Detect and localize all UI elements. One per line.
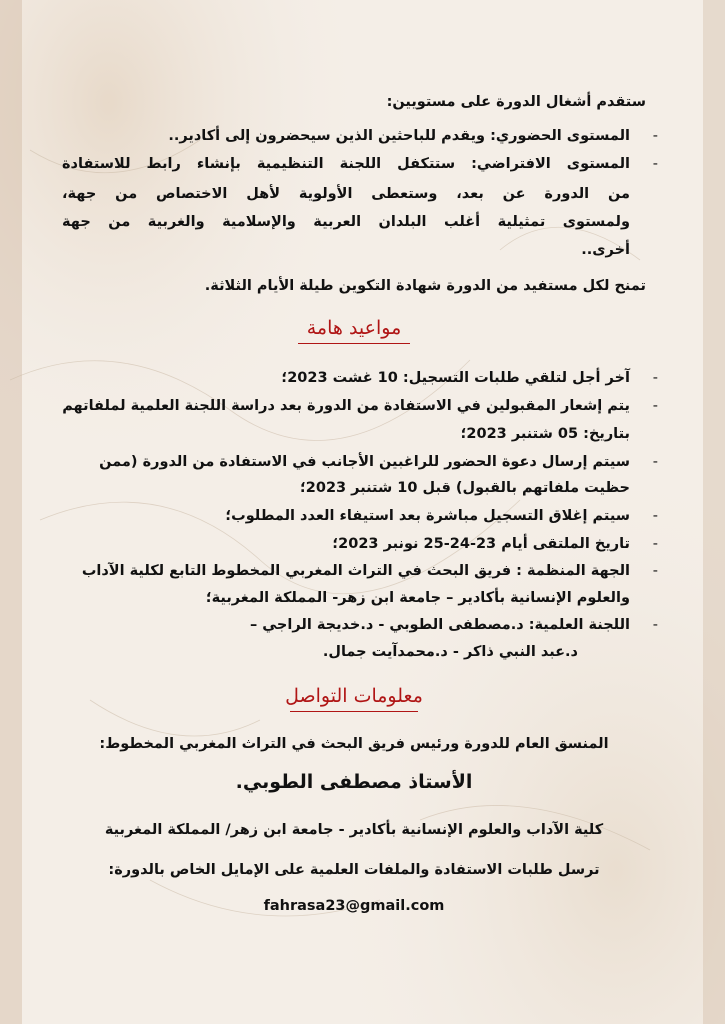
- list-item-text: تاريخ الملتقى أيام 23-24-25 نونبر 2023؛: [332, 536, 630, 552]
- bullet-dash: -: [652, 156, 658, 172]
- contact-info-heading: معلومات التواصل: [285, 685, 423, 707]
- document-page: [62, 0, 658, 1024]
- bullet-dash: -: [652, 617, 658, 633]
- affiliation-line: كلية الآداب والعلوم الإنسانية بأكادير - جامعة ابن زهر/ المملكة المغربية: [104, 822, 604, 838]
- list-item-text: المستوى الافتراضي: ستتكفل اللجنة التنظيمية بإنشاء رابط للاستفادة: [62, 156, 630, 172]
- important-dates-heading: مواعيد هامة: [306, 317, 402, 339]
- list-item-text-continued: والعلوم الإنسانية بأكادير – جامعة ابن زهر- المملكة المغربية؛: [205, 590, 630, 606]
- list-item-text: آخر أجل لتلقي طلبات التسجيل: 10 غشت 2023؛: [281, 370, 630, 386]
- submission-note: ترسل طلبات الاستفادة والملفات العلمية على الإمايل الخاص بالدورة:: [108, 862, 600, 878]
- bullet-dash: -: [652, 563, 658, 579]
- coordinator-line: المنسق العام للدورة ورئيس فريق البحث في التراث المغربي المخطوط:: [99, 736, 609, 752]
- list-item-text-continued: من الدورة عن بعد، وستعطى الأولوية لأهل الاختصاص من جهة،: [62, 186, 630, 202]
- list-item-text-continued: بتاريخ: 05 شتنبر 2023؛: [460, 426, 630, 442]
- list-item-text: سيتم إغلاق التسجيل مباشرة بعد استيفاء العدد المطلوب؛: [225, 508, 630, 524]
- list-item-text: الجهة المنظمة : فريق البحث في التراث المغربي المخطوط التابع لكلية الآداب: [81, 563, 630, 579]
- bullet-dash: -: [652, 370, 658, 386]
- bullet-dash: -: [652, 398, 658, 414]
- certificate-note: تمنح لكل مستفيد من الدورة شهادة التكوين طيلة الأيام الثلاثة.: [204, 278, 646, 294]
- contact-email[interactable]: fahrasa23@gmail.com: [263, 898, 445, 914]
- bullet-dash: -: [652, 128, 658, 144]
- bullet-dash: -: [652, 454, 658, 470]
- list-item-text-continued: ولمستوى تمثيلية أغلب البلدان العربية والإسلامية والغربية من جهة: [62, 214, 630, 230]
- coordinator-name: الأستاذ مصطفى الطوبي.: [235, 771, 473, 793]
- bullet-dash: -: [652, 536, 658, 552]
- list-item-text: سيتم إرسال دعوة الحضور للراغبين الأجانب في الاستفادة من الدورة (ممن: [99, 454, 630, 470]
- list-item-text-continued: أخرى..: [581, 242, 630, 258]
- heading-underline: [290, 711, 418, 712]
- list-item-text: يتم إشعار المقبولين في الاستفادة من الدورة بعد دراسة اللجنة العلمية لملفاتهم: [62, 398, 630, 414]
- list-item-text-continued: د.عبد النبي ذاكر - د.محمدآيت جمال.: [322, 644, 578, 660]
- list-item-text: اللجنة العلمية: د.مصطفى الطوبي - د.خديجة الراجي –: [249, 617, 630, 633]
- list-item-text-continued: حظيت ملفاتهم بالقبول) قبل 10 شتنبر 2023؛: [299, 480, 630, 496]
- list-item-text: المستوى الحضوري: ويقدم للباحثين الذين سيحضرون إلى أكادير..: [168, 128, 630, 144]
- intro-line: ستقدم أشغال الدورة على مستويين:: [386, 94, 646, 110]
- bullet-dash: -: [652, 508, 658, 524]
- heading-underline: [298, 343, 410, 344]
